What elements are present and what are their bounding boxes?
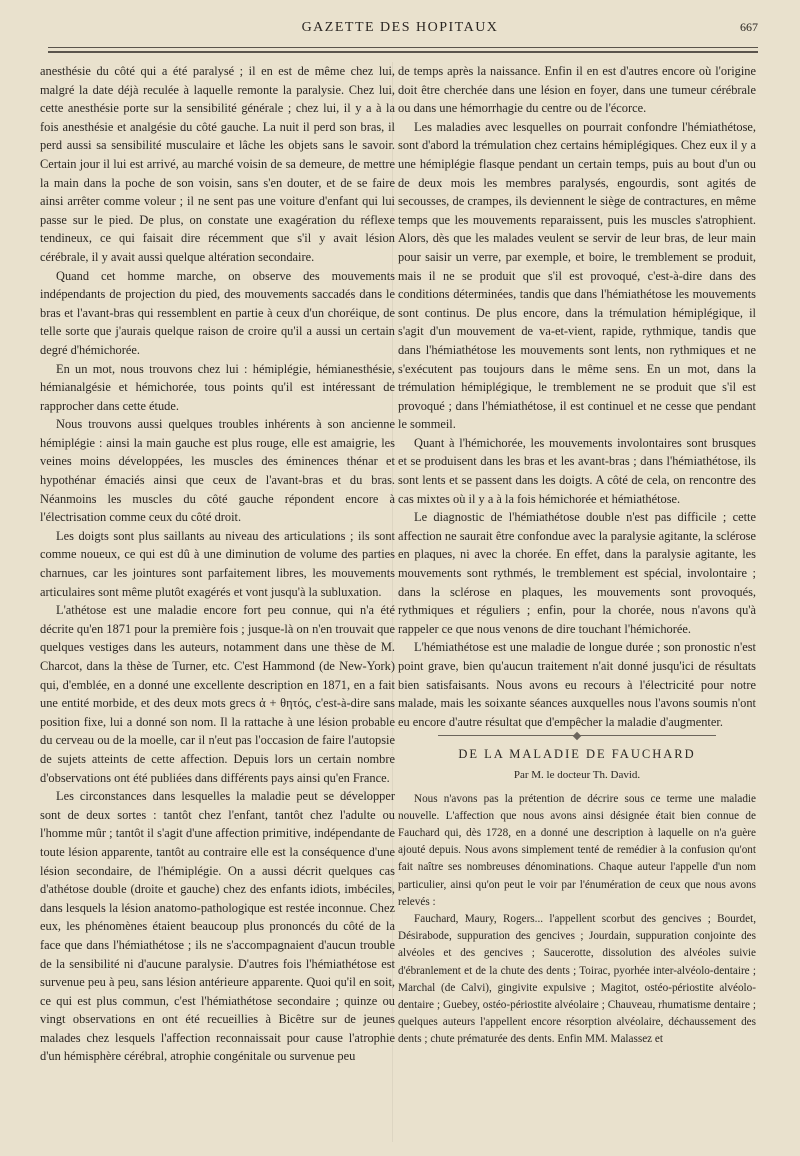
paragraph: Nous n'avons pas la prétention de décrire sous ce terme une maladie nouvelle. L'affection que nous avons ainsi désignée était bien connue de Fauchard qui, dès 1728, en a donné une description à laquelle on n'a guère ajouté depuis. Nous avons simplement tenté de remédier à la confusion qu'ont fait naître ses nombreuses dénominations. Chaque auteur l'appelle d'un nom particulier, ainsi qu'on peut le voir par l'énumération de ceux que nous avons relevés : bbox=[398, 792, 756, 908]
left-column bbox=[40, 62, 395, 1066]
article-title: DE LA MALADIE DE FAUCHARD bbox=[458, 747, 696, 762]
journal-title: GAZETTE DES HOPITAUX bbox=[301, 20, 499, 35]
page-number: 667 bbox=[740, 20, 758, 34]
paragraph: En un mot, nous trouvons chez lui : hémiplégie, hémianesthésie, hémianalgésie et hémichorée, tous points qu'il est intéressant de rapprocher dans cette étude. bbox=[40, 361, 395, 413]
paragraph: Les maladies avec lesquelles on pourrait confondre l'hémiathétose, sont d'abord la trémulation chez certains hémiplégiques. Chez eux il y a une hémiplégie flasque pendant un certain temps, puis au bout d'un ou de deux mois les membres paralysés, engourdis, sont agités de secousses, de crampes, ils deviennent le siège de contractures, en même temps que les mouvements reparaissent, puis les muscles s'atrophient. Alors, dès que les malades veulent se servir de leur bras, de leur main pour saisir un verre, par exemple, et boire, le tremblement se produit, mais il ne se produit que s'il est provoqué, c'est-à-dire dans des conditions déterminées, tandis que dans l'hémiathétose les mouvements sont continus. De plus encore, dans la trémulation hémiplégique, il s'agit d'un mouvement de va-et-vient, rapide, rythmique, tandis que dans l'hémiathétose les mouvements sont lents, non rythmiques et ne s'exécutent pas toujours dans le même sens. En un mot, dans la trémulation hémiplégique, le tremblement ne se produit que s'il est provoqué ; dans l'hémiathétose, il est continuel et ne cesse que pendant le sommeil. bbox=[398, 119, 756, 432]
paragraph: Les circonstances dans lesquelles la maladie peut se développer sont de deux sortes : tantôt chez l'enfant, tantôt chez l'adulte ou l'homme mûr ; tantôt il s'agit d'une affection primitive, indépendante de toute lésion apparente, tantôt au contraire elle est la conséquence d'une lésion secondaire, de l'hémiplégie. On a aussi décrit quelques cas d'athétose double (droite et gauche) chez des enfants idiots, imbéciles, dans lesquels la lésion anatomo-pathologique est restée inconnue. Chez eux, les phénomènes étaient beaucoup plus prononcés du côté de la face que dans l'hémiathétose ; ils ne s'accompagnaient d'aucun trouble de la sensibilité ni d'aucune paralysie. D'autres fois l'hémiathétose est survenue peu à peu, sans lésion antérieure apparente. Quoi qu'il en soit, ce qui est plus commun, c'est l'hémiathétose secondaire ; quinze ou vingt observations en ont été recueillies à Bicêtre sur de jeunes malades chez lesquels l'affection reconnaissait pour cause l'atrophie d'un hémisphère cérébral, atrophie congénitale ou survenue peu bbox=[40, 789, 395, 1064]
section-separator bbox=[438, 735, 716, 737]
paragraph: Nous trouvons aussi quelques troubles inhérents à son ancienne hémiplégie : ainsi la main gauche est plus rouge, elle est amaigrie, les veines moins développées, les muscles des éminences thénar et hypothénar émaciés ainsi que ceux de l'avant-bras et du bras. Néanmoins les muscles du côté gauche répondent encore à l'électrisation comme ceux du côté droit. bbox=[40, 417, 395, 525]
paragraph: Les doigts sont plus saillants au niveau des articulations ; ils sont comme noueux, ce qui est dû à une diminution de volume des parties charnues, car les jointures sont parfaitement libres, les mouvements articulaires sont même plutôt exagérés et vont jusqu'à la subluxation. bbox=[40, 528, 395, 599]
article-body bbox=[398, 791, 756, 1049]
page-header bbox=[40, 18, 760, 42]
header-rule-thick bbox=[48, 51, 758, 53]
header-rule bbox=[48, 47, 758, 48]
right-column bbox=[398, 62, 756, 1049]
paragraph: de temps après la naissance. Enfin il en est d'autres encore où l'origine doit être cherchée dans une lésion en foyer, dans une tumeur cérébrale ou dans une hémorrhagie du centre ou de l'écorce. bbox=[398, 64, 756, 116]
paragraph: L'athétose est une maladie encore fort peu connue, qui n'a été décrite qu'en 1871 pour la première fois ; jusque-là on n'en trouvait que quelques vestiges dans les auteurs, notamment dans une thèse de M. Charcot, dans la thèse de Turner, etc. C'est Hammond (de New-York) qui, d'emblée, en a donné une excellente description en 1871, en a fait une entité morbide, et des deux mots grecs ἀ + θητός, c'est-à-dire sans position fixe, lui a donné son nom. Il la rattache à une lésion probable du cerveau ou de la moelle, car il n'eut pas l'occasion de faire l'autopsie de sujets atteints de cette affection. Depuis lors un certain nombre d'observations ont été publiées dans différents pays ainsi qu'en France. bbox=[40, 603, 395, 785]
paragraph: Le diagnostic de l'hémiathétose double n'est pas difficile ; cette affection ne saurait être confondue avec la paralysie agitante, la sclérose en plaques, ni avec la chorée. En effet, dans la paralysie agitante, les mouvements sont rythmés, le tremblement est spécial, involontaire ; dans la sclérose en plaques, les mouvements sont provoqués, rythmiques et réguliers ; enfin, pour la chorée, nous n'avons qu'à rappeler ce que nous venons de dire touchant l'hémichorée. bbox=[398, 510, 756, 636]
paragraph: Quant à l'hémichorée, les mouvements involontaires sont brusques et se produisent dans les bras et les avant-bras ; dans l'hémiathétose, ils sont lents et se passent dans les doigts. A côté de cela, on rencontre des cas mixtes où il y a à la fois hémichorée et hémiathétose. bbox=[398, 435, 756, 506]
paragraph: Quand cet homme marche, on observe des mouvements indépendants de projection du pied, des mouvements saccadés dans le bras et l'avant-bras qui ressemblent en partie à ceux d'un choréique, de telle sorte que j'aurais quelque raison de croire qu'il a aussi un certain degré d'hémichorée. bbox=[40, 268, 395, 357]
paragraph: Fauchard, Maury, Rogers... l'appellent scorbut des gencives ; Bourdet, Désirabode, suppuration des gencives ; Jourdain, suppuration conjointe des alvéoles et des gencives ; Saucerotte, dissolution des alvéoles suivie d'ébranlement et de la chute des dents ; Toirac, pyorhée inter-alvéolo-dentaire ; Marchal (de Calvi), gingivite expulsive ; Magitot, ostéo-périostite alvéolo-dentaire ; Guebey, ostéo-périostite alvéolaire ; Chauveau, rhumatisme dentaire ; quelques auteurs l'appellent encore résorption alvéolaire, déchaussement des dents ; chute prématurée des dents. Enfin MM. Malassez et bbox=[398, 912, 756, 1046]
article-byline: Par M. le docteur Th. David. bbox=[513, 768, 641, 781]
column-gutter bbox=[392, 62, 393, 1142]
paragraph: anesthésie du côté qui a été paralysé ; il en est de même chez lui, malgré la date déjà reculée à laquelle remonte la paralysie. Chez lui, cette anesthésie porte sur la sensibilité générale ; chez lui, il y a à la fois anesthésie et analgésie du côté gauche. La nuit il perd son bras, il perd aussi sa sensibilité musculaire et lâche les objets sans le savoir. Certain jour il lui est arrivé, au marché voisin de sa demeure, de mettre la main dans la poche de son voisin, sans s'en douter, et de se faire ainsi arrêter comme voleur ; il ne sent pas une voiture d'enfant qui lui passe sur le pied. De plus, on constate une exagération du réflexe tendineux, ce qui faisait dire récemment que s'il y avait lésion cérébrale, il y avait aussi quelque altération secondaire. bbox=[40, 64, 395, 264]
paragraph: L'hémiathétose est une maladie de longue durée ; son pronostic n'est point grave, bien qu'aucun traitement n'ait donné jusqu'ici de résultats bien satisfaisants. Nous avons eu recours à l'électricité pour notre malade, mais les soixante séances auxquelles nous l'avons soumis n'ont eu encore d'autre résultat que d'empêcher la maladie d'augmenter. bbox=[398, 640, 756, 729]
